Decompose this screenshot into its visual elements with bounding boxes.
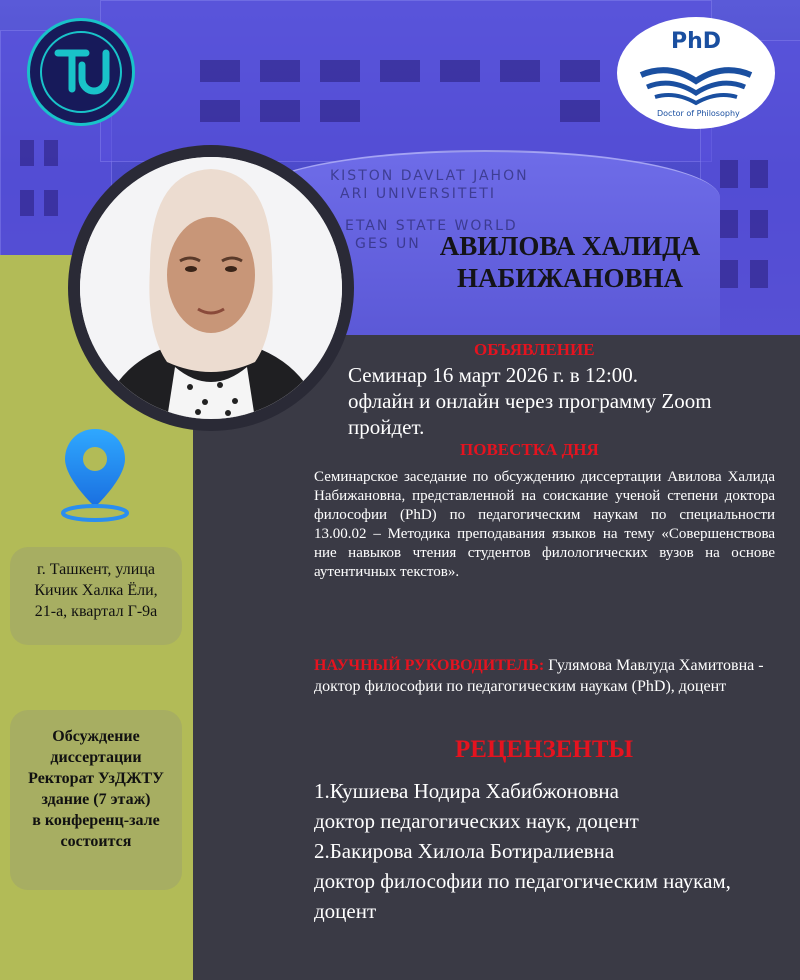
reviewers-heading: РЕЦЕНЗЕНТЫ	[455, 736, 634, 763]
announcement-line2: офлайн и онлайн через программу Zoom	[348, 389, 712, 413]
venue-line2: диссертации	[50, 749, 142, 766]
venue-line3: Ректорат УзДЖТУ	[28, 770, 164, 787]
agenda-heading: ПОВЕСТКА ДНЯ	[460, 440, 599, 459]
phd-logo	[617, 17, 775, 129]
phd-caption: Doctor of Philosophy	[657, 109, 740, 118]
university-logo	[27, 18, 135, 126]
location-pin-icon	[55, 425, 135, 525]
building-sign-2: ARI UNIVERSITETI	[340, 186, 496, 202]
reviewer-1-name: 1.Кушиева Нодира Хабибжоновна	[314, 779, 619, 803]
address-line3: 21-а, квартал Г-9а	[34, 603, 158, 620]
tu-university-logo-icon	[52, 43, 110, 101]
reviewers-list	[314, 776, 731, 926]
venue-line5: в конференц-зале	[32, 812, 160, 829]
announcement-line3: пройдет.	[348, 415, 425, 439]
portrait-photo	[80, 157, 342, 419]
person-name	[400, 230, 740, 294]
person-portrait-icon	[80, 157, 342, 419]
venue-line1: Обсуждение	[52, 728, 140, 745]
person-name-line1: АВИЛОВА ХАЛИДА	[439, 231, 701, 261]
reviewer-1-title: доктор педагогических наук, доцент	[314, 809, 639, 833]
address-line1: г. Ташкент, улица	[37, 561, 155, 578]
reviewer-2-name: 2.Бакирова Хилола Ботиралиевна	[314, 839, 615, 863]
address-line2: Кичик Халка Ёли,	[34, 582, 158, 599]
address-box	[10, 547, 182, 645]
announcement-line1: Семинар 16 март 2026 г. в 12:00.	[348, 363, 639, 387]
supervisor-label: НАУЧНЫЙ РУКОВОДИТЕЛЬ:	[314, 657, 545, 674]
portrait-frame	[68, 145, 354, 431]
person-name-line2: НАБИЖАНОВНА	[456, 263, 684, 293]
building-sign-3: ETAN STATE WORLD	[345, 218, 518, 234]
building-sign-1: KISTON DAVLAT JAHON	[330, 168, 529, 184]
venue-box	[10, 710, 182, 890]
reviewer-2-title: доктор философии по педагогическим наукам,	[314, 869, 731, 893]
venue-line4: здание (7 этаж)	[41, 791, 151, 808]
reviewer-2-title-cont: доцент	[314, 899, 377, 923]
phd-label: PhD	[670, 29, 722, 54]
supervisor-text: Гулямова Мавлуда Хамитовна - доктор философии по педагогическим наукам (PhD), доцент	[314, 657, 764, 695]
building-sign-4: GES UN	[355, 236, 421, 252]
supervisor-block	[314, 655, 764, 697]
announcement-text	[348, 362, 712, 440]
venue-line6: состоится	[60, 833, 132, 850]
phd-book-icon	[637, 61, 755, 109]
announcement-heading: ОБЪЯВЛЕНИЕ	[474, 340, 595, 359]
agenda-text: Семинарское заседание по обсуждению диссертации Авилова Халида Набижановна, представленной на соискание ученой степени доктора философии (PhD) по педагогическим наукам по специальности 13.00.02 – Методика преподавания языков на тему «Совершенствова ние навыков чтения студентов филологических вузов на основе аутентичных текстов».	[314, 469, 775, 580]
